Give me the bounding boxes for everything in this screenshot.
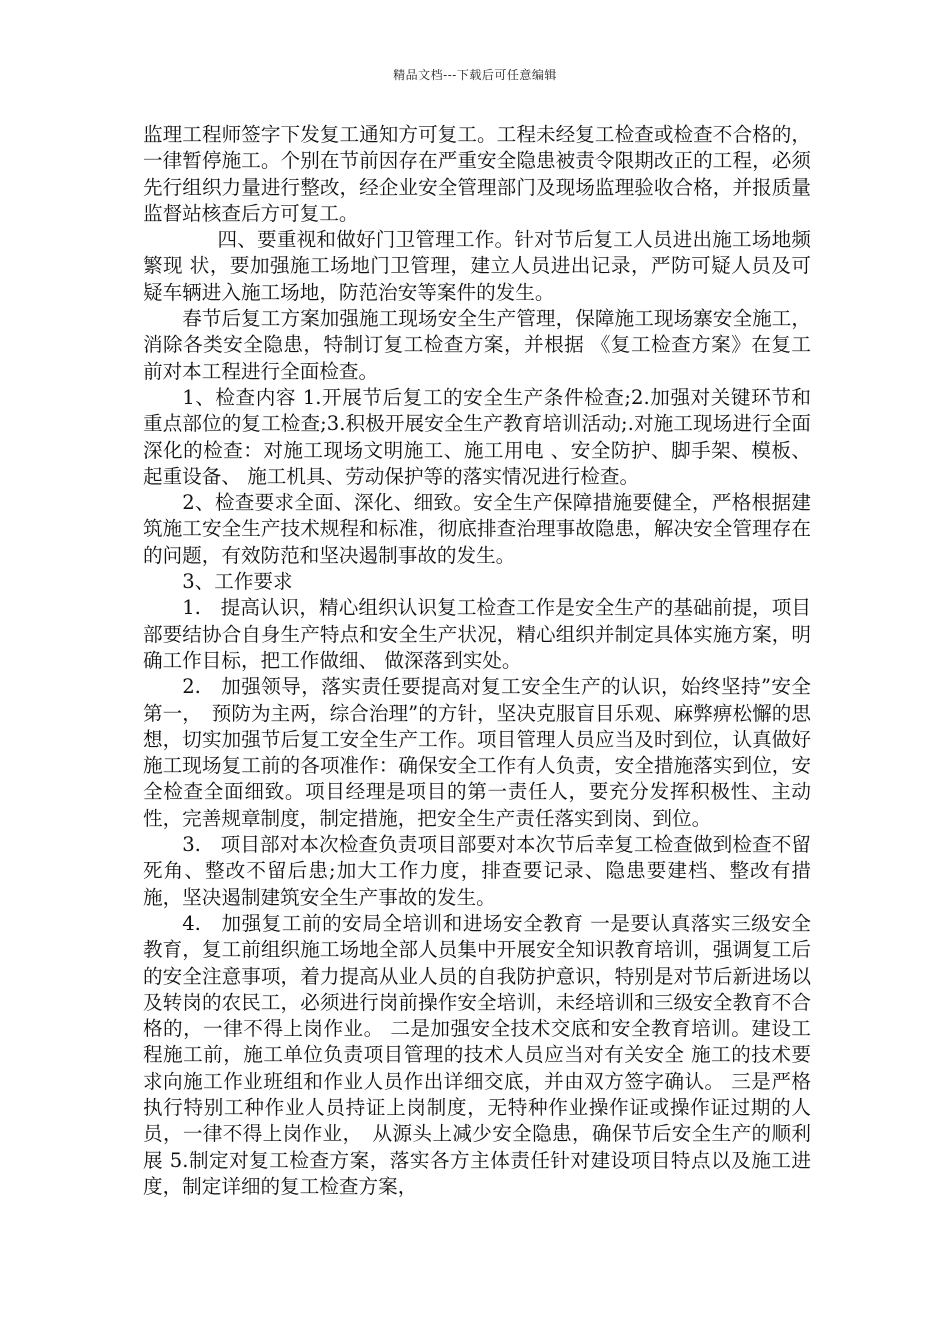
paragraph: 春节后复工方案加强施工现场安全生产管理，保障施工现场寨安全施工，消除各类安全隐患，特制订复工检查方案，并根据 《复工检查方案》在复工前对本工程进行全面检查。 <box>143 307 811 383</box>
page-header: 精品文档---下载后可任意编辑 <box>393 68 557 82</box>
paragraph: 3、工作要求 <box>182 570 293 594</box>
paragraph: 2、检查要求全面、深化、细致。安全生产保障措施要健全，严格根据建筑施工安全生产技术规程和标准，彻底排查治理事故隐患，解决安全管理存在的问题，有效防范和坚决遏制事故的发生。 <box>143 491 811 567</box>
paragraph: 2. 加强领导，落实责任要提高对复工安全生产的认识，始终坚持”安全第一， 预防为主两，综合治理”的方针，坚决克服盲目乐观、麻弊痹松懈的思想，切实加强节后复工安全生产工作。项目管理人员应当及时到位，认真做好施工现场复工前的各项准作：确保安全工作有人负责，安全措施落实到位，安全检查全面细致。项目经理是项目的第一责任人，要充分发挥积极性、主动性，完善规章制度，制定措施，把安全生产责任落实到岗、到位。 <box>143 675 811 830</box>
paragraph: 3. 项目部对本次检查负责项目部要对本次节后幸复工检查做到检查不留死角、整改不留后患;加大工作力度，排查要记录、隐患要建档、整改有措施，坚决遏制建筑安全生产事故的发生。 <box>143 833 811 909</box>
paragraph: 四、要重视和做好门卫管理工作。针对节后复工人员进出施工场地频繁现 状，要加强施工场地门卫管理，建立人员进出记录，严防可疑人员及可疑车辆进入施工场地，防范治安等案件的发生。 <box>143 228 811 304</box>
document-body <box>143 122 811 1200</box>
paragraph: 1、检查内容 1.开展节后复工的安全生产条件检查;2.加强对关键环节和重点部位的复工检查;3.积极开展安全生产教育培训活动;.对施工现场进行全面深化的检查：对施工现场文明施工、施工用电 、安全防护、脚手架、模板、起重设备、 施工机具、劳动保护等的落实情况进行检查。 <box>143 385 811 488</box>
paragraph: 4. 加强复工前的安局全培训和进场安全教育 一是要认真落实三级安全教育，复工前组织施工场地全部人员集中开展安全知识教育培训，强调复工后的安全注意事项，着力提高从业人员的自我防护意识，特别是对节后新进场以及转岗的农民工，必须进行岗前操作安全培训，未经培训和三级安全教育不合格的，一律不得上岗作业。 二是加强安全技术交底和安全教育培训。建设工程施工前，施工单位负责项目管理的技术人员应当对有关安全 施工的技术要求向施工作业班组和作业人员作出详细交底，并由双方签字确认。 三是严格执行特别工种作业人员持证上岗制度，无特种作业操作证或操作证过期的人员，一律不得上岗作业， 从源头上减少安全隐患，确保节后安全生产的顺利展 5.制定对复工检查方案，落实各方主体责任针对建设项目特点以及施工进度，制定详细的复工检查方案， <box>143 911 811 1198</box>
paragraph: 1. 提高认识，精心组织认识复工检查工作是安全生产的基础前提，项目部要结协合自身生产特点和安全生产状况，精心组织并制定具体实施方案，明确工作目标，把工作做细、 做深落到实处。 <box>143 596 811 672</box>
paragraph: 监理工程师签字下发复工通知方可复工。工程未经复工检查或检查不合格的，一律暂停施工。个别在节前因存在严重安全隐患被责令限期改正的工程，必须先行组织力量进行整改，经企业安全管理部门及现场监理验收合格，并报质量监督站核查后方可复工。 <box>143 123 811 225</box>
